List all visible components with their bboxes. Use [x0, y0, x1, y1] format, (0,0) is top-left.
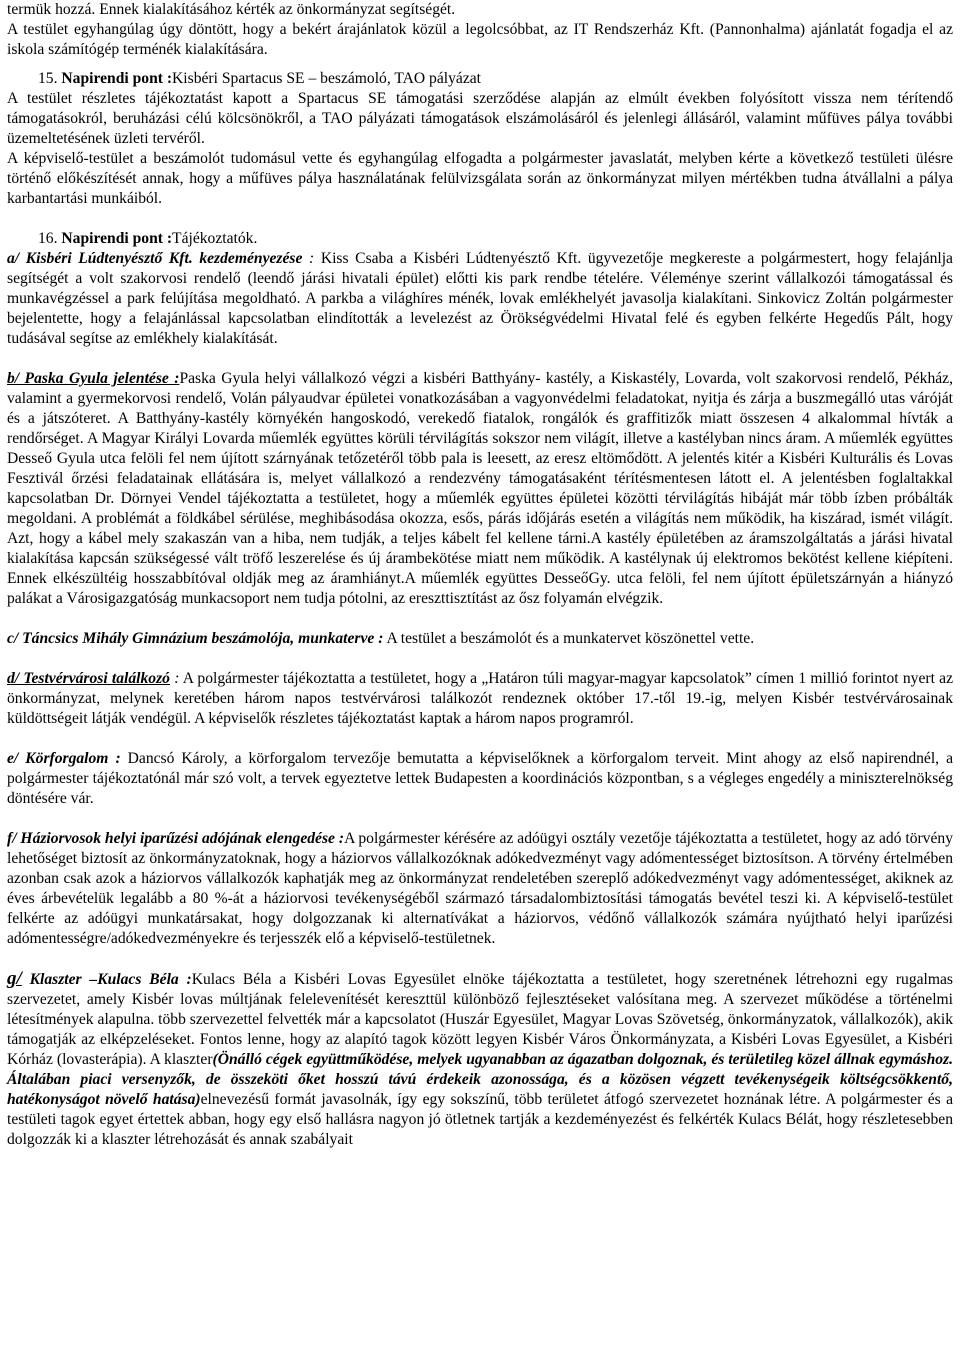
agenda-item-16-heading: [38, 229, 953, 249]
section-g-heading: Klaszter –Kulacs Béla :: [21, 971, 192, 988]
section-a-heading: a/ Kisbéri Lúdtenyésztő Kft.: [7, 250, 193, 267]
section-e: [7, 749, 953, 809]
section-c-heading: c/ Táncsics Mihály Gimnázium beszámolója, munkaterve :: [7, 630, 384, 647]
agenda-item-16-number: 16.: [38, 230, 58, 247]
section-g-letter: g/: [7, 968, 22, 989]
agenda-item-16-label: Napirendi pont :: [61, 230, 173, 247]
section-d-body: A polgármester tájékoztatta a testületet, hogy a „Határon túli magyar-magyar kapcsolatok” címen 1 millió forintot nyert az önkormányzat, melynek keretében három napos testvérvárosi találkozót rendeznek október 17.-től 19.-ig, melyen Kisbér testvérvárosainak küldöttségeit látják vendégül. A képviselők részletes tájékoztatást kaptak a három napos programról.: [7, 670, 953, 727]
spacer: [7, 949, 953, 969]
intro-paragraph: A testület egyhangúlag úgy döntött, hogy a bekért árajánlatok közül a legolcsóbbat, az IT Rendszerház Kft. (Pannonhalma) ajánlatát fogadja el az iskola számítógép terménék kialakítására.: [7, 21, 953, 58]
section-a-heading-colon: :: [309, 250, 315, 267]
agenda-item-15-number: 15.: [38, 70, 58, 87]
agenda-item-15-heading: [38, 69, 953, 89]
agenda-item-16-title: Tájékoztatók.: [172, 230, 258, 247]
section-g-cluster-definition: (Önálló cégek együttműködése, melyek ugyanabban az ágazatban dolgoznak, és területileg közel állnak egymáshoz. Általában piaci versenyzők, de összeköti őket hosszú távú érdekeik azonossága, és a közösen végzett tevékenységeik költségcsökkentő, hatékonyságot növelő hatása): [7, 1051, 954, 1108]
spacer: [7, 349, 953, 369]
spacer: [7, 60, 953, 69]
agenda-item-15-paragraph-1: A testület részletes tájékoztatást kapott a Spartacus SE támogatási szerződése alapján az elmúlt években folyósított vissza nem térítendő támogatásokról, beruházási célú kölcsönökről, a TAO pályázati támogatások elszámolásáról és jelenlegi állásáról, valamint műfüves pálya további üzemeltetésének üzleti tervéről.: [7, 90, 953, 147]
section-a-heading-keyword: kezdeményezése: [199, 250, 303, 267]
section-d: [7, 669, 953, 729]
section-g-body-1: Kulacs Béla a Kisbéri Lovas Egyesület elnöke tájékoztatta a testületet, hogy szeretnének létrehozni egy rugalmas szervezetet, amely Kisbér lovas múltjának felelevenítését kereszttül különböző fejlesztéseket valósítana meg. A szervezet működése a történelmi létesítmények alapulna. több szervezettel felvették már a kapcsolatot (Huszár Egyesület, Magyar Lovas Szövetség, önkormányzatok, vállalkozók), akik támogatják az elképzeléseket. Fontos lenne, hogy az alapító tagok között legyen Kisbér Város Önkormányzata, a Kisbéri Lovas Egyesület, a Kisbéri Kórház (lovasterápia). A klaszter: [7, 971, 954, 1068]
section-f-heading: f/ Háziorvosok helyi iparűzési adójának elengedése :: [7, 830, 345, 847]
spacer: [7, 649, 953, 669]
spacer: [7, 729, 953, 749]
agenda-item-15-title: Kisbéri Spartacus SE – beszámoló, TAO pályázat: [172, 70, 482, 87]
section-e-body: Dancsó Károly, a körforgalom tervezője bemutatta a képviselőknek a körforgalom terveit. Mint ahogy az első napirendnél, a polgármester tájékoztatónál már szó volt, a tervek egyeztetve lettek Budapesten a koordinációs központban, s a végleges engedély a miniszterelnökség döntésére vár.: [7, 750, 953, 807]
spacer: [7, 609, 953, 629]
section-d-heading-colon: :: [169, 670, 180, 687]
spacer: [7, 209, 953, 229]
section-c-body: A testület a beszámolót és a munkatervet köszönettel vette.: [383, 630, 755, 647]
section-d-heading: d/ Testvérvárosi találkozó: [7, 670, 170, 687]
section-a: [7, 249, 953, 349]
section-e-heading: e/ Körforgalom :: [7, 750, 121, 767]
section-a-body: Kiss Csaba a Kisbéri Lúdtenyésztő Kft. ügyvezetője megkereste a polgármestert, hogy felajánlja segítségét a volt szakorvosi rendelő (leendő járási hivatali épület) előtti kis park rendbe tételére. Véleménye szerint vállalkozói támogatással és munkavégzéssel a park felújítása megoldható. A parkba a világhíres ménék, lovak emlékhelyét javasolja kialakítani. Sinkovicz Zoltán polgármester bejelentette, hogy a felajánlással kapcsolatban elindították a levelezést az Örökségvédelmi Hivatal felé és egyben felkérte Hegedűs Pált, hogy tudásával segítse az emlékhely kialakítását.: [7, 250, 953, 347]
agenda-item-15-paragraph-2: A képviselő-testület a beszámolót tudomásul vette és egyhangúlag elfogadta a polgármester javaslatát, melyben kérte a következő testületi ülésre történő előkészítését annak, hogy a műfüves pálya használatának felülvizsgálata során az önkormányzat milyen mértékben tudna átvállalni a pálya karbantartási munkáiból.: [7, 150, 953, 207]
section-f: [7, 829, 953, 949]
section-b-heading: b/ Paska Gyula jelentése :: [7, 370, 180, 387]
intro-line-1: termük hozzá. Ennek kialakításához kérték az önkormányzat segítségét.: [7, 1, 456, 18]
spacer: [7, 809, 953, 829]
section-c: [7, 629, 953, 649]
section-g-body-2: elnevezésű formát javasolnák, így egy sokszínű, több területet átfogó szervezetet hoznának létre. A polgármester és a testületi tagok egyet értettek abban, hogy egy első hallásra nagyon jó ötletnek tartják a kezdeményezést és felkérték Kulacs Bélát, hogy részletesebben dolgozzák ki a klaszter létrehozását és annak szabályait: [7, 1091, 953, 1148]
section-b-body: Paska Gyula helyi vállalkozó végzi a kisbéri Batthyány- kastély, a Kiskastély, Lovarda, volt szakorvosi rendelő, Pékház, valamint a gyermekorvosi rendelő, Volán pályaudvar épületei vonatkozásában a vagyonvédelmi feladatokat, nyitja és zárja a buszmegálló utas váróját és a játszóteret. A Batthyány-kastély környékén hangoskodó, verekedő fiatalok, rongálók és graffitizők miatt összesen 4 alkalommal hívták a rendőrséget. A Magyar Királyi Lovarda műemlék együttes körüli térvilágítás sokszor nem világít, illetve a kastélyban nincs áram. A műemlék együttes Desseő Gyula utca felöli fel nem újított szárnyának tetőzetéről több pala is leesett, az eresz eltömődött. A jelentés kitér a Kisbéri Kulturális és Lovas Fesztivál őrzési feladatainak ellátására is, melyet vállalkozó a rendezvény támogatásaként térítésmentesen látott el. A jelentésben foglaltakkal kapcsolatban Dr. Dörnyei Vendel tájékoztatta a testületet, hogy a műemlék együttes épületei közötti térvilágítás hibáját már több ízben próbálták megoldani. A problémát a földkábel sérülése, meghibásodása okozza, esős, párás időjárás esetén a világítás nem működik, ha kiszárad, ismét világít. Azt, hogy a kábel mely szakaszán van a hiba, nem tudják, a teljes kábelt fel kellene tárni.A kastély épületében az áramszolgáltatás a járási hivatal kialakítása kapcsán szükségessé vált tröfő leszerelése és új árambekötése miatt nem működik. A kastélynak új elektromos bekötést kellene kiépíteni. Ennek elkészültéig hosszabbítóval oldják meg az áramhiányt.A műemlék együttes DesseőGy. utca felöli, fel nem újított épületszárnyán a hiányzó palákat a Városigazgatóság munkacsoport nem tudja pótolni, az ereszttisztítást az ősz folyamán elvégzik.: [7, 370, 953, 607]
section-g: [7, 969, 953, 1150]
section-f-body: A polgármester kérésére az adóügyi osztály vezetője tájékoztatta a testületet, hogy az adó törvény lehetőséget biztosít az önkormányzatoknak, hogy a háziorvos vállalkozóknak adókedvezményt vagy adómentességet biztosítson. A törvény értelmében azonban csak azok a háziorvos vállalkozók kaphatják meg az önkormányzat rendeletében szereplő adókedvezményt vagy adómentességet, akiknek az éves árbevételük legalább a 80 %-át a háziorvosi tevékenységéből származó társadalombiztosítási támogatás bevétel teszi ki. A képviselő-testület felkérte az adóügyi munkatársakat, hogy dolgozzanak ki alternatívákat a háziorvos, védőnő vállalkozók számára nyújtható helyi iparűzési adómentességre/adókedvezményekre és terjesszék elő a képviselő-testületnek.: [7, 830, 953, 947]
section-b: [7, 369, 953, 609]
agenda-item-15-label: Napirendi pont :: [61, 70, 173, 87]
